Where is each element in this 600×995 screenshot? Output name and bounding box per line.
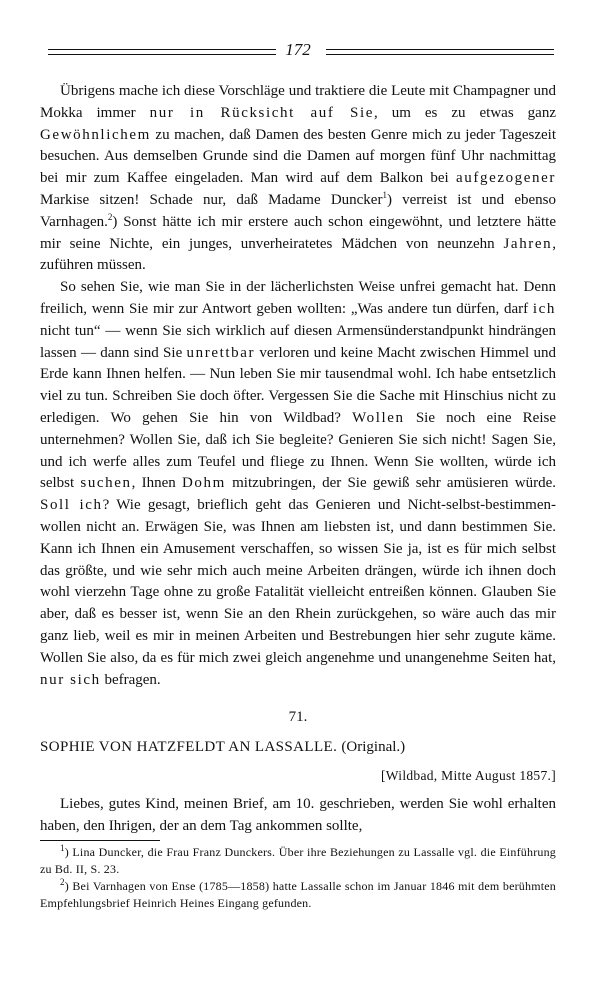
spaced-emphasis: nur sich (40, 671, 101, 688)
spaced-emphasis: aufgezogener (456, 170, 556, 187)
text-run: befragen. (100, 671, 161, 688)
text-run: Übrigens mache ich diese Vorschläge und traktiere die Leute mit Champagner und Mokka immer (40, 83, 556, 121)
footnote-marker: 2 (107, 211, 113, 222)
letter-title (40, 739, 556, 756)
spaced-emphasis: ich (532, 300, 556, 317)
letter-title-text: SOPHIE VON HATZFELDT AN LASSALLE. (40, 739, 338, 756)
spaced-emphasis: Jahren (503, 235, 553, 252)
text-run: Markise sitzen! Schade nur, daß Madame Duncker (40, 191, 383, 208)
footnote-marker: 1 (382, 189, 387, 200)
page-number: 172 (285, 40, 311, 59)
text-run: ? Wie gesagt, brieflich geht das Genieren und Nicht-selbst-bestimmen-wollen nicht an. Erwägen Sie, was Ihnen am liebsten ist, und dann bestimmen Sie. Kann ich Ihnen ein Amusement verschaffen, so wissen Sie ja, ist es für mich selbst das größte, und wie sehr mich auch meine Arbeiten drängen, würde ich ihnen doch wohl vierzehn Tage ohne zu große Fatalität vielleicht entreißen können. Glauben Sie aber, daß es besser ist, wenn Sie an den Rhein zurückgehen, so wäre auch das mir ganz lieb, weil es mir in meinen Arbeiten und Bestrebungen hier sehr zugute käme. Wollen Sie also, da es für mich zwei gleich angenehme und unangenehme Seiten hat, (40, 497, 556, 666)
footnote-text: ) Bei Varnhagen von Ense (1785—1858) hatte Lassalle schon im Januar 1846 mit dem berühmten Empfehlungsbrief Heinrich Heines Eingang gefunden. (40, 878, 556, 910)
letter-number: 71. (288, 709, 308, 726)
text-run: , Ihnen (131, 475, 182, 492)
text-run: , um es zu etwas ganz (373, 104, 556, 121)
text-run: verloren und keine Macht zwischen Himmel und Erde kann Ihnen helfen. — Nun leben Sie mir tausendmal wohl. Ich habe entsetzlich viel zu tun. Schreiben Sie doch öfter. Vergessen Sie die Sache mit Hinschius nicht zu erledigen. Wo gehen Sie hin von Wildbad? (40, 344, 556, 426)
spaced-emphasis: nur in Rücksicht auf Sie (149, 104, 374, 121)
page-header (40, 40, 556, 68)
body-text (40, 81, 556, 691)
footnote-marker: 1 (60, 842, 65, 853)
text-run: ) verreist ist und ebenso Varnhagen. (40, 191, 556, 230)
text-run: Sie noch eine Reise unternehmen? Wollen Sie, daß ich Sie begleite? Genieren Sie sich nicht! Sagen Sie, und ich werfe alles zum Teufel und fliege zu Ihnen. Wenn Sie wollten, würde ich selbst (40, 409, 557, 492)
text-run: nicht tun“ — wenn Sie sich wirklich auf diesen Armensünderstandpunkt hindrängen lassen — dann sind Sie (40, 322, 556, 361)
footnote (40, 844, 556, 878)
letter-dateline: [Wildbad, Mitte August 1857.] (380, 768, 556, 784)
spaced-emphasis: Dohm (182, 475, 226, 492)
spaced-emphasis: suchen (80, 475, 132, 492)
footnote-text: ) Lina Duncker, die Frau Franz Dunckers. Über ihre Beziehungen zu Lassalle vgl. die Einführung zu Bd. II, S. 23. (40, 844, 556, 876)
text-run: So sehen Sie, wie man Sie in der lächerlichsten Weise unfrei gemacht hat. Denn freilich, wenn Sie mir zur Antwort geben wollten: „Was andere tun dürfen, darf (40, 279, 556, 317)
spaced-emphasis: Wollen (352, 409, 405, 426)
paragraph (40, 81, 556, 277)
spaced-emphasis: unrettbar (186, 344, 256, 361)
text-run: zu machen, daß Damen des besten Genre mich zu jeder Tageszeit besuchen. Aus demselben Grunde sind die Damen auf morgen fünf Uhr nachmittag bei mir zum Kaffee eingeladen. Man wird auf dem Balkon bei (40, 126, 556, 187)
text-run: mitzubringen, der Sie gewiß sehr amüsieren würde. (225, 475, 557, 492)
paragraph: Liebes, gutes Kind, meinen Brief, am 10. geschrieben, werden Sie wohl erhalten haben, den Ihrigen, der an dem Tag ankommen sollte, (40, 796, 556, 835)
book-page (40, 40, 556, 912)
footnote-divider (40, 840, 160, 841)
text-run: , zuführen müssen. (40, 235, 556, 274)
spaced-emphasis: Soll ich (40, 497, 103, 514)
text-run: ) Sonst hätte ich mir erstere auch schon eingewöhnt, und letztere hätte mir seine Nichte, ein junges, unverheiratetes Mädchen von neunzehn (40, 213, 556, 252)
header-rule-right (326, 49, 554, 55)
footnote-marker: 2 (60, 876, 65, 887)
spaced-emphasis: Gewöhnlichem (40, 126, 151, 143)
paragraph (40, 277, 556, 691)
footnotes (40, 844, 556, 912)
letter-title-note: (Original.) (341, 739, 406, 756)
letter-body (40, 794, 556, 838)
footnote (40, 878, 556, 912)
